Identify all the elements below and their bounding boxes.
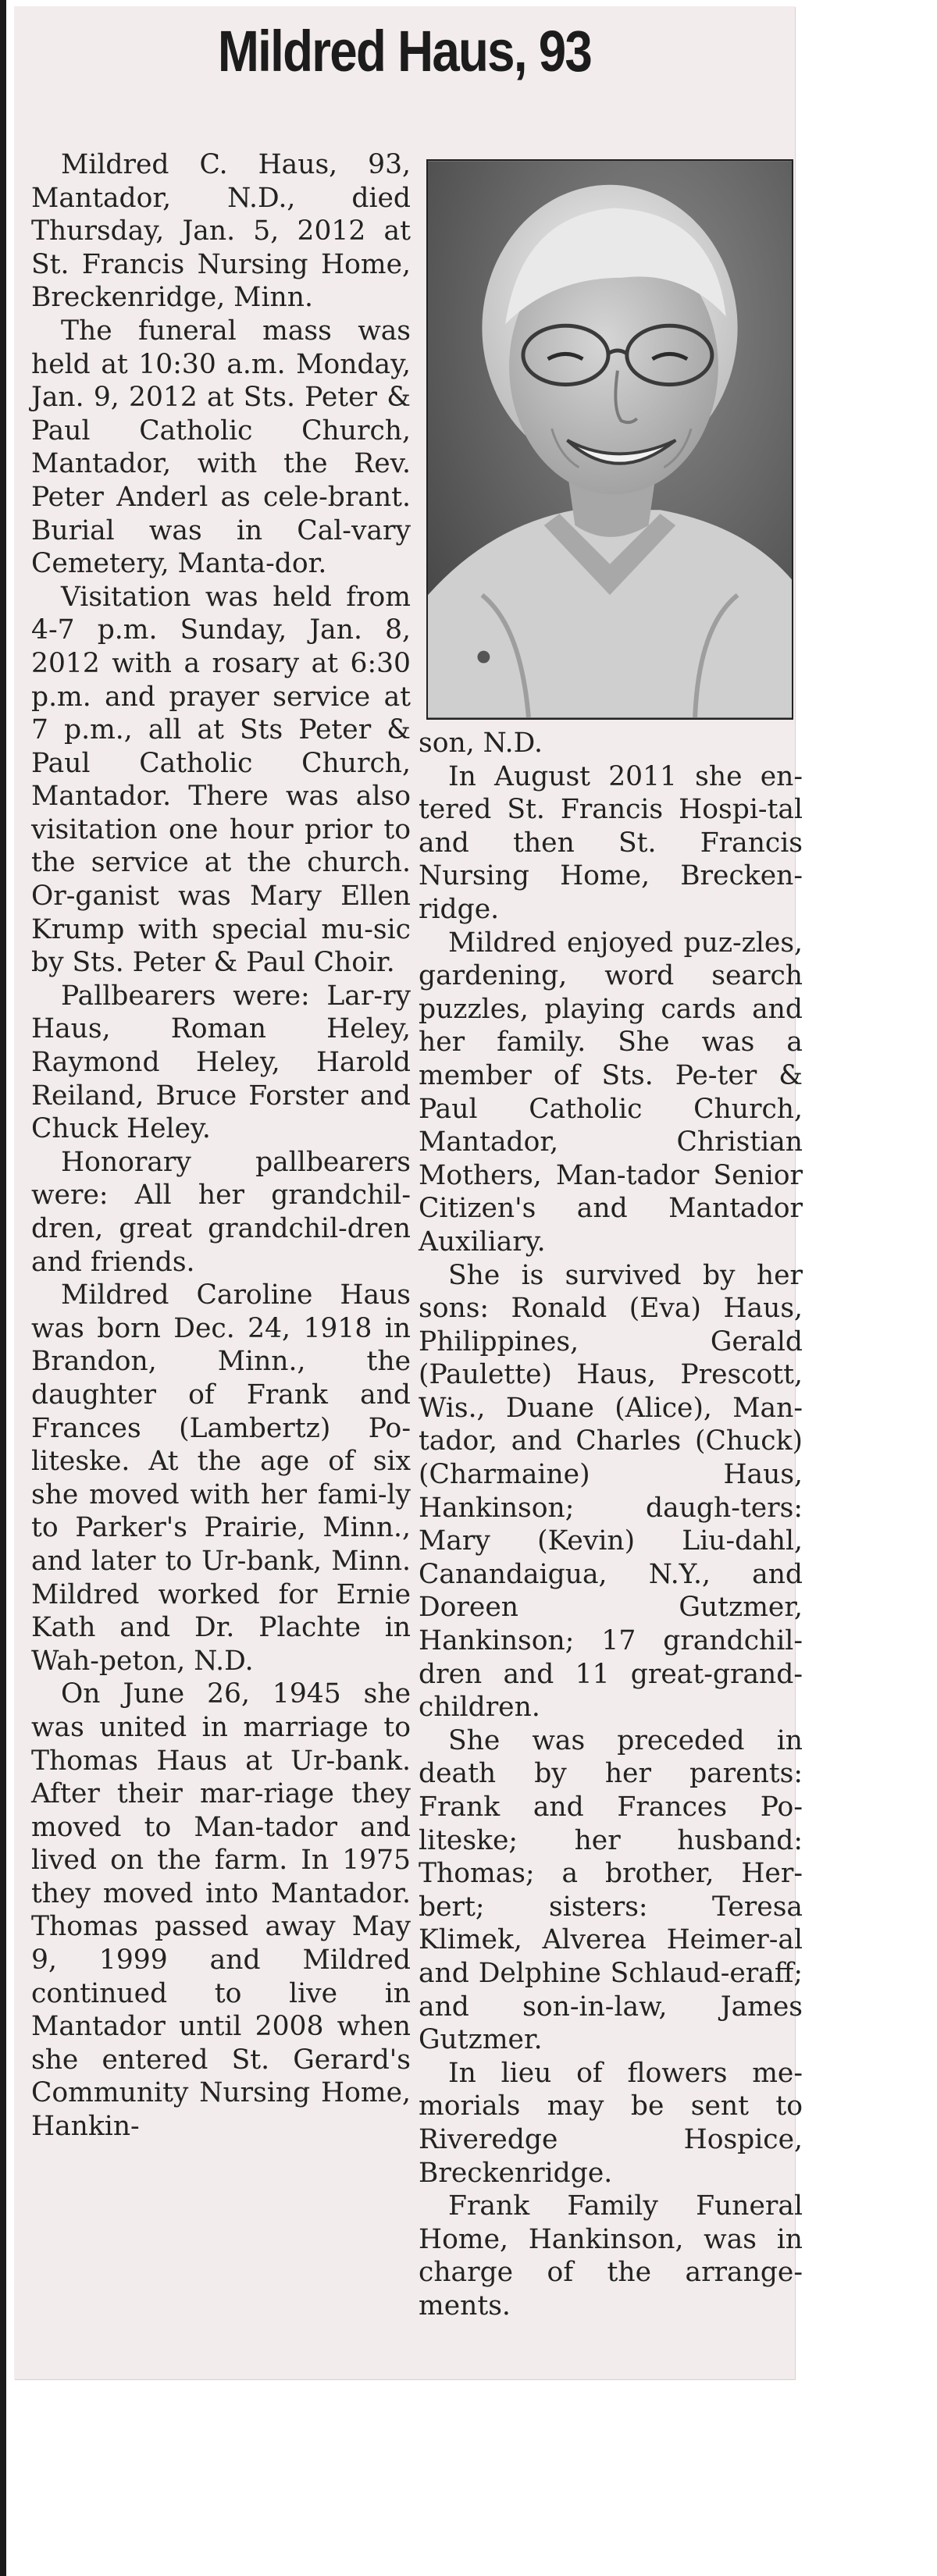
paragraph-visitation: Visitation was held from 4-7 p.m. Sunday, Jan. 8, 2012 with a rosary at 6:30 p.m. and prayer service at 7 p.m., all at Sts Peter & Paul Catholic Church, Mantador. There was also visitation one hour prior to the service at the church. Or-ganist was Mary Ellen Krump with special mu-sic by Sts. Peter & Paul Choir. bbox=[31, 581, 411, 979]
portrait-photo bbox=[426, 159, 793, 720]
paragraph-honorary-pallbearers: Honorary pallbearers were: All her grandchil-dren, great grandchil-dren and friends. bbox=[31, 1146, 411, 1278]
paragraph-pallbearers: Pallbearers were: Lar-ry Haus, Roman Heley, Raymond Heley, Harold Reiland, Bruce Forster and Chuck Heley. bbox=[31, 980, 411, 1145]
right-text-column bbox=[419, 727, 803, 2323]
paragraph-preceded: She was preceded in death by her parents: Frank and Frances Po-liteske; her husband: Thomas; a brother, Her-bert; sisters: Teresa Klimek, Alverea Heimer-al and Delphine Schlaud-eraff; and son-in-law, James Gutzmer. bbox=[419, 1724, 803, 2056]
scan-edge-bar bbox=[0, 0, 6, 2576]
paragraph-survivors: She is survived by her sons: Ronald (Eva) Haus, Philippines, Gerald (Paulette) Haus, Prescott, Wis., Duane (Alice), Man-tador, and Charles (Chuck) (Charmaine) Haus, Hankinson; daugh-ters: Mary (Kevin) Liu-dahl, Canandaigua, N.Y., and Doreen Gutzmer, Hankinson; 17 grandchil-dren and 11 great-grand-children. bbox=[419, 1259, 803, 1724]
paragraph-funeral-mass: The funeral mass was held at 10:30 a.m. Monday, Jan. 9, 2012 at Sts. Peter & Paul Catholic Church, Mantador, with the Rev. Peter Anderl as cele-brant. Burial was in Cal-vary Cemetery, Manta-dor. bbox=[31, 315, 411, 580]
paragraph-death-notice: Mildred C. Haus, 93, Mantador, N.D., died Thursday, Jan. 5, 2012 at St. Francis Nursing Home, Breckenridge, Minn. bbox=[31, 149, 411, 314]
paragraph-funeral-home: Frank Family Funeral Home, Hankinson, was in charge of the arrange-ments. bbox=[419, 2190, 803, 2322]
obituary-headline: Mildred Haus, 93 bbox=[217, 19, 592, 84]
paragraph-memorials: In lieu of flowers me-morials may be sent to Riveredge Hospice, Breckenridge. bbox=[419, 2057, 803, 2189]
paragraph-hobbies: Mildred enjoyed puz-zles, gardening, word search puzzles, playing cards and her family. She was a member of Sts. Pe-ter & Paul Catholic Church, Mantador, Christian Mothers, Man-tador Senior Citizen's and Mantador Auxiliary. bbox=[419, 927, 803, 1258]
portrait-icon bbox=[428, 161, 792, 718]
newspaper-clipping bbox=[14, 6, 803, 2379]
paragraph-marriage: On June 26, 1945 she was united in marriage to Thomas Haus at Ur-bank. After their mar-riage they moved to Man-tador and lived on the farm. In 1975 they moved into Mantador. Thomas passed away May 9, 1999 and Mildred continued to live in Mantador until 2008 when she entered St. Gerard's Community Nursing Home, Hankin- bbox=[31, 1678, 411, 2143]
paragraph-continuation: son, N.D. bbox=[419, 728, 543, 759]
left-text-column bbox=[31, 148, 411, 2144]
paragraph-biography: Mildred Caroline Haus was born Dec. 24, 1918 in Brandon, Minn., the daughter of Frank and Frances (Lambertz) Po-liteske. At the age of six she moved with her fami-ly to Parker's Prairie, Minn., and later to Ur-bank, Minn. Mildred worked for Ernie Kath and Dr. Plachte in Wah-peton, N.D. bbox=[31, 1279, 411, 1677]
paragraph-hospital: In August 2011 she en-tered St. Francis Hospi-tal and then St. Francis Nursing Home, Brecken-ridge. bbox=[419, 760, 803, 925]
